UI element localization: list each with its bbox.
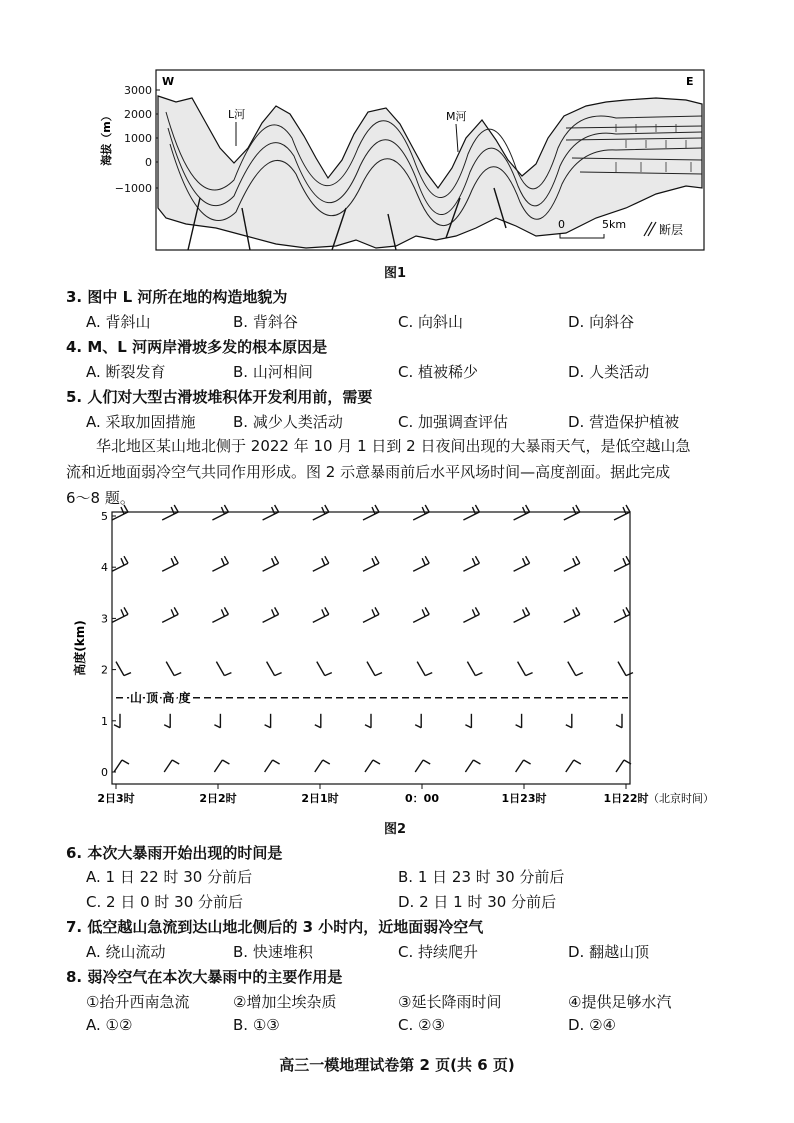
q4-option-a[interactable]: A. 断裂发育	[86, 363, 166, 381]
wind-barb	[614, 556, 630, 571]
wind-barb	[166, 662, 181, 676]
figure2-caption: 图2	[384, 822, 407, 837]
wind-barb	[417, 662, 432, 676]
wind-barb	[516, 714, 522, 728]
wind-barb	[467, 662, 482, 676]
wind-barb	[415, 714, 421, 728]
q5-stem: 5. 人们对大型古滑坡堆积体开发利用前，需要	[66, 388, 373, 406]
wind-barb	[363, 607, 379, 622]
q5-option-c[interactable]: C. 加强调查评估	[398, 413, 509, 431]
q7-option-d[interactable]: D. 翻越山顶	[568, 943, 650, 961]
wind-barb	[413, 556, 429, 571]
wind-barb	[518, 662, 533, 676]
figure1-caption: 图1	[384, 266, 407, 281]
figure1-m-river-label: M河	[446, 110, 467, 123]
q8-item-4: ④提供足够水汽	[568, 993, 672, 1011]
wind-barb	[112, 556, 128, 571]
wind-barb	[317, 662, 332, 676]
wind-barb	[315, 760, 330, 772]
figure2-y-axis-title: 高度(km)	[73, 620, 87, 676]
q3-option-b[interactable]: B. 背斜谷	[233, 313, 298, 331]
q8-item-3: ③延长降雨时间	[398, 993, 502, 1011]
wind-barb	[566, 760, 581, 772]
q7-option-c[interactable]: C. 持续爬升	[398, 943, 479, 961]
q8-item-2: ②增加尘埃杂质	[233, 993, 337, 1011]
figure2-xtick-label: 1日22时	[603, 792, 649, 805]
q6-option-c[interactable]: C. 2 日 0 时 30 分前后	[86, 893, 244, 911]
wind-barb	[465, 714, 471, 728]
wind-barb	[365, 760, 380, 772]
figure2-xtick-label: 2日2时	[199, 792, 237, 805]
wind-barb	[516, 760, 531, 772]
q4-option-c[interactable]: C. 植被稀少	[398, 363, 479, 381]
figure1-ytick-2000: 2000	[124, 108, 152, 121]
wind-barb	[267, 662, 282, 676]
passage	[66, 433, 746, 511]
figure1-y-axis-title: 海拔（m）	[100, 110, 113, 166]
figure2-ytick-label: 3	[101, 612, 108, 626]
figure1-l-river-label: L河	[228, 108, 246, 121]
wind-barb	[465, 760, 480, 772]
q3-stem: 3. 图中 L 河所在地的构造地貌为	[66, 288, 288, 306]
figure2-xtick-label: 2日3时	[97, 792, 135, 805]
wind-barb	[363, 556, 379, 571]
wind-barb	[212, 556, 228, 571]
passage-line-2: 流和近地面弱冷空气共同作用形成。图 2 示意暴雨前后水平风场时间—高度剖面。据此完成	[66, 463, 671, 481]
figure1-scale-zero: 0	[558, 218, 565, 231]
figure2-ytick-label: 5	[101, 510, 108, 523]
q5-option-d[interactable]: D. 营造保护植被	[568, 413, 680, 431]
figure1-east-label: E	[686, 75, 694, 88]
wind-barb	[315, 714, 321, 728]
q3-option-a[interactable]: A. 背斜山	[86, 313, 151, 331]
wind-barb	[112, 607, 128, 622]
wind-barb	[367, 662, 382, 676]
wind-barb	[265, 760, 280, 772]
figure2-plot-frame	[112, 512, 630, 784]
wind-barb	[514, 607, 530, 622]
q4-option-d[interactable]: D. 人类活动	[568, 363, 650, 381]
q3-option-c[interactable]: C. 向斜山	[398, 313, 464, 331]
figure1-scale-length: 5km	[602, 218, 627, 231]
figure1-geologic-section	[96, 68, 708, 258]
q6-option-a[interactable]: A. 1 日 22 时 30 分前后	[86, 868, 253, 886]
wind-barb	[116, 662, 131, 676]
q6-option-b[interactable]: B. 1 日 23 时 30 分前后	[398, 868, 565, 886]
figure1-ytick-1000: 1000	[124, 132, 152, 145]
wind-barb	[263, 556, 279, 571]
wind-barb	[214, 760, 229, 772]
q6-stem: 6. 本次大暴雨开始出现的时间是	[66, 844, 283, 862]
wind-barb	[564, 556, 580, 571]
wind-barb	[415, 760, 430, 772]
wind-barb	[114, 760, 129, 772]
wind-barb	[616, 714, 622, 728]
wind-barb	[313, 607, 329, 622]
q8-item-1: ①抬升西南急流	[86, 993, 190, 1011]
q8-option-b[interactable]: B. ①③	[233, 1016, 280, 1034]
figure1-scale-bar	[560, 234, 604, 238]
q4-option-b[interactable]: B. 山河相间	[233, 363, 313, 381]
figure2-x-axis-title: （北京时间）	[648, 792, 714, 805]
wind-barb	[214, 714, 220, 728]
figure2-ytick-label: 2	[101, 663, 108, 677]
q7-stem: 7. 低空越山急流到达山地北侧后的 3 小时内，近地面弱冷空气	[66, 918, 484, 936]
q4-stem: 4. M、L 河两岸滑坡多发的根本原因是	[66, 338, 328, 356]
figure2-xtick-label: 0：00	[405, 792, 439, 805]
wind-barb	[463, 607, 479, 622]
figure1-west-label: W	[162, 75, 175, 88]
wind-barb	[413, 607, 429, 622]
q8-stem: 8. 弱冷空气在本次大暴雨中的主要作用是	[66, 968, 343, 986]
passage-line-3: 6～8 题。	[66, 489, 135, 507]
figure2-ytick-label: 0	[101, 766, 108, 779]
wind-barb	[216, 662, 231, 676]
figure2-xtick-label: 1日23时	[501, 792, 547, 805]
figure2-ytick-label: 1	[101, 714, 108, 728]
wind-barb	[162, 556, 178, 571]
q6-option-d[interactable]: D. 2 日 1 时 30 分前后	[398, 893, 557, 911]
wind-barb	[164, 760, 179, 772]
figure1-ytick-neg1000: −1000	[114, 182, 152, 195]
wind-barb	[164, 714, 170, 728]
q5-option-a[interactable]: A. 采取加固措施	[86, 413, 196, 431]
q7-option-b[interactable]: B. 快速堆积	[233, 943, 313, 961]
q8-option-a[interactable]: A. ①②	[86, 1016, 133, 1034]
wind-barb	[365, 714, 371, 728]
wind-barb	[566, 714, 572, 728]
wind-barb	[212, 607, 228, 622]
figure1-ytick-0: 0	[145, 156, 152, 169]
wind-barb	[614, 607, 630, 622]
wind-barb	[265, 714, 271, 728]
wind-barb	[616, 760, 631, 772]
q7-option-a[interactable]: A. 绕山流动	[86, 943, 166, 961]
wind-barb	[313, 556, 329, 571]
q3-option-d[interactable]: D. 向斜谷	[568, 313, 635, 331]
wind-barb	[568, 662, 583, 676]
page-footer: 高三一模地理试卷第 2 页(共 6 页)	[279, 1056, 515, 1074]
figure1-ytick-3000: 3000	[124, 84, 152, 97]
wind-barb	[463, 556, 479, 571]
wind-barb	[618, 662, 633, 676]
passage-line-1: 华北地区某山地北侧于 2022 年 10 月 1 日到 2 日夜间出现的大暴雨天气，是低空越山急	[96, 437, 691, 455]
q8-option-c[interactable]: C. ②③	[398, 1016, 445, 1034]
figure2-ytick-label: 4	[101, 561, 108, 575]
q8-option-d[interactable]: D. ②④	[568, 1016, 616, 1034]
figure2-xtick-label: 2日1时	[301, 792, 339, 805]
wind-barb	[263, 607, 279, 622]
wind-barb	[564, 607, 580, 622]
figure1-fault-legend: 断层	[659, 223, 684, 237]
wind-barb	[514, 556, 530, 571]
q5-option-b[interactable]: B. 减少人类活动	[233, 413, 343, 431]
figure2-wind-section	[70, 502, 770, 822]
mountain-top-label: 山 顶 高 度	[130, 690, 191, 705]
wind-barb	[162, 607, 178, 622]
